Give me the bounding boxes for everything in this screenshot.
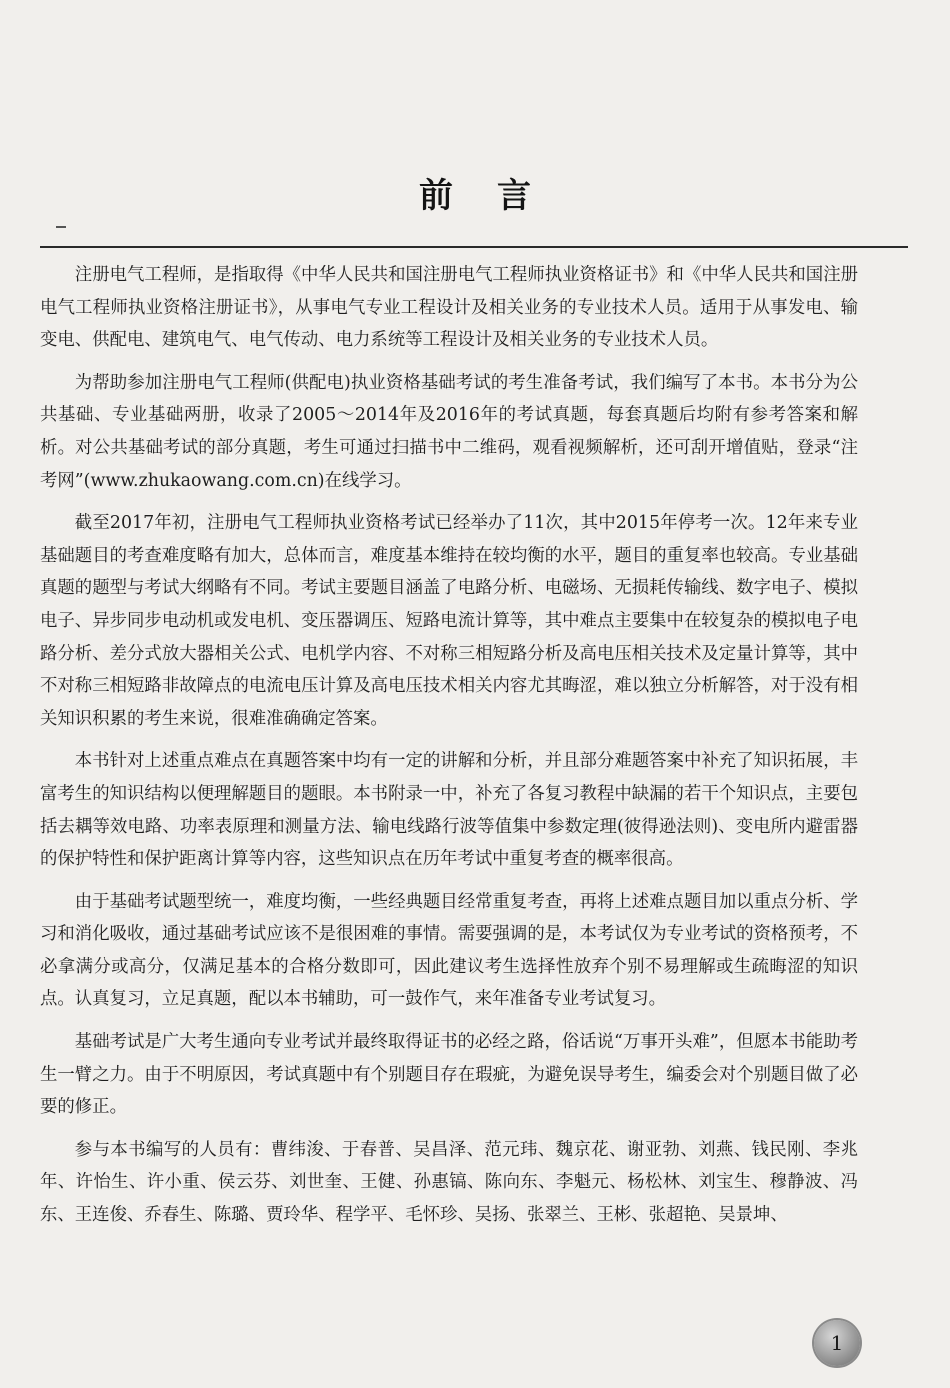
paragraph-2: 为帮助参加注册电气工程师(供配电)执业资格基础考试的考生准备考试，我们编写了本书。本书分为公共基础、专业基础两册，收录了2005～2014年及2016年的考试真题，每套真题后均附有参考答案和解析。对公共基础考试的部分真题，考生可通过扫描书中二维码，观看视频解析，还可刮开增值贴，登录“注考网”(www.zhukaowang.com.cn)在线学习。 (40, 372, 858, 491)
page-number: 1 (830, 1331, 844, 1355)
page-number-badge (814, 1320, 860, 1366)
paragraph-1: 注册电气工程师，是指取得《中华人民共和国注册电气工程师执业资格证书》和《中华人民共和国注册电气工程师执业资格注册证书》，从事电气专业工程设计及相关业务的专业技术人员。适用于从事发电、输变电、供配电、建筑电气、电气传动、电力系统等工程设计及相关业务的专业技术人员。 (40, 265, 858, 351)
paragraph-7: 参与本书编写的人员有：曹纬浚、于春普、吴昌泽、范元玮、魏京花、谢亚勃、刘燕、钱民刚、李兆年、许怡生、许小重、侯云芬、刘世奎、王健、孙惠镐、陈向东、李魁元、杨松林、刘宝生、穆静波、冯东、王连俊、乔春生、陈璐、贾玲华、程学平、毛怀珍、吴扬、张翠兰、王彬、张超艳、吴景坤、 (40, 1139, 858, 1226)
paragraph-5: 由于基础考试题型统一，难度均衡，一些经典题目经常重复考查，再将上述难点题目加以重点分析、学习和消化吸收，通过基础考试应该不是很困难的事情。需要强调的是，本考试仅为专业考试的资格预考，不必拿满分或高分，仅满足基本的合格分数即可，因此建议考生选择性放弃个别不易理解或生疏晦涩的知识点。认真复习，立足真题，配以本书辅助，可一鼓作气，来年准备专业考试复习。 (40, 891, 858, 1010)
paragraph-3: 截至2017年初，注册电气工程师执业资格考试已经举办了11次，其中2015年停考一次。12年来专业基础题目的考查难度略有加大，总体而言，难度基本维持在较均衡的水平，题目的重复率也较高。专业基础真题的题型与考试大纲略有不同。考试主要题目涵盖了电路分析、电磁场、无损耗传输线、数字电子、模拟电子、异步同步电动机或发电机、变压器调压、短路电流计算等，其中难点主要集中在较复杂的模拟电子电路分析、差分式放大器相关公式、电机学内容、不对称三相短路分析及高电压相关技术及定量计算等，其中不对称三相短路非故障点的电流电压计算及高电压技术相关内容尤其晦涩，难以独立分析解答，对于没有相关知识积累的考生来说，很难准确确定答案。 (40, 513, 858, 729)
page-title: 前言 (419, 176, 575, 216)
margin-mark (56, 226, 66, 228)
title-divider (40, 246, 908, 248)
preface-body (40, 259, 858, 1242)
paragraph-6: 基础考试是广大考生通向专业考试并最终取得证书的必经之路，俗话说“万事开头难”，但愿本书能助考生一臂之力。由于不明原因，考试真题中有个别题目存在瑕疵，为避免误导考生，编委会对个别题目做了必要的修正。 (40, 1032, 858, 1118)
paragraph-4: 本书针对上述重点难点在真题答案中均有一定的讲解和分析，并且部分难题答案中补充了知识拓展，丰富考生的知识结构以便理解题目的题眼。本书附录一中，补充了各复习教程中缺漏的若干个知识点，主要包括去耦等效电路、功率表原理和测量方法、输电线路行波等值集中参数定理(彼得逊法则)、变电所内避雷器的保护特性和保护距离计算等内容，这些知识点在历年考试中重复考查的概率很高。 (40, 751, 858, 870)
